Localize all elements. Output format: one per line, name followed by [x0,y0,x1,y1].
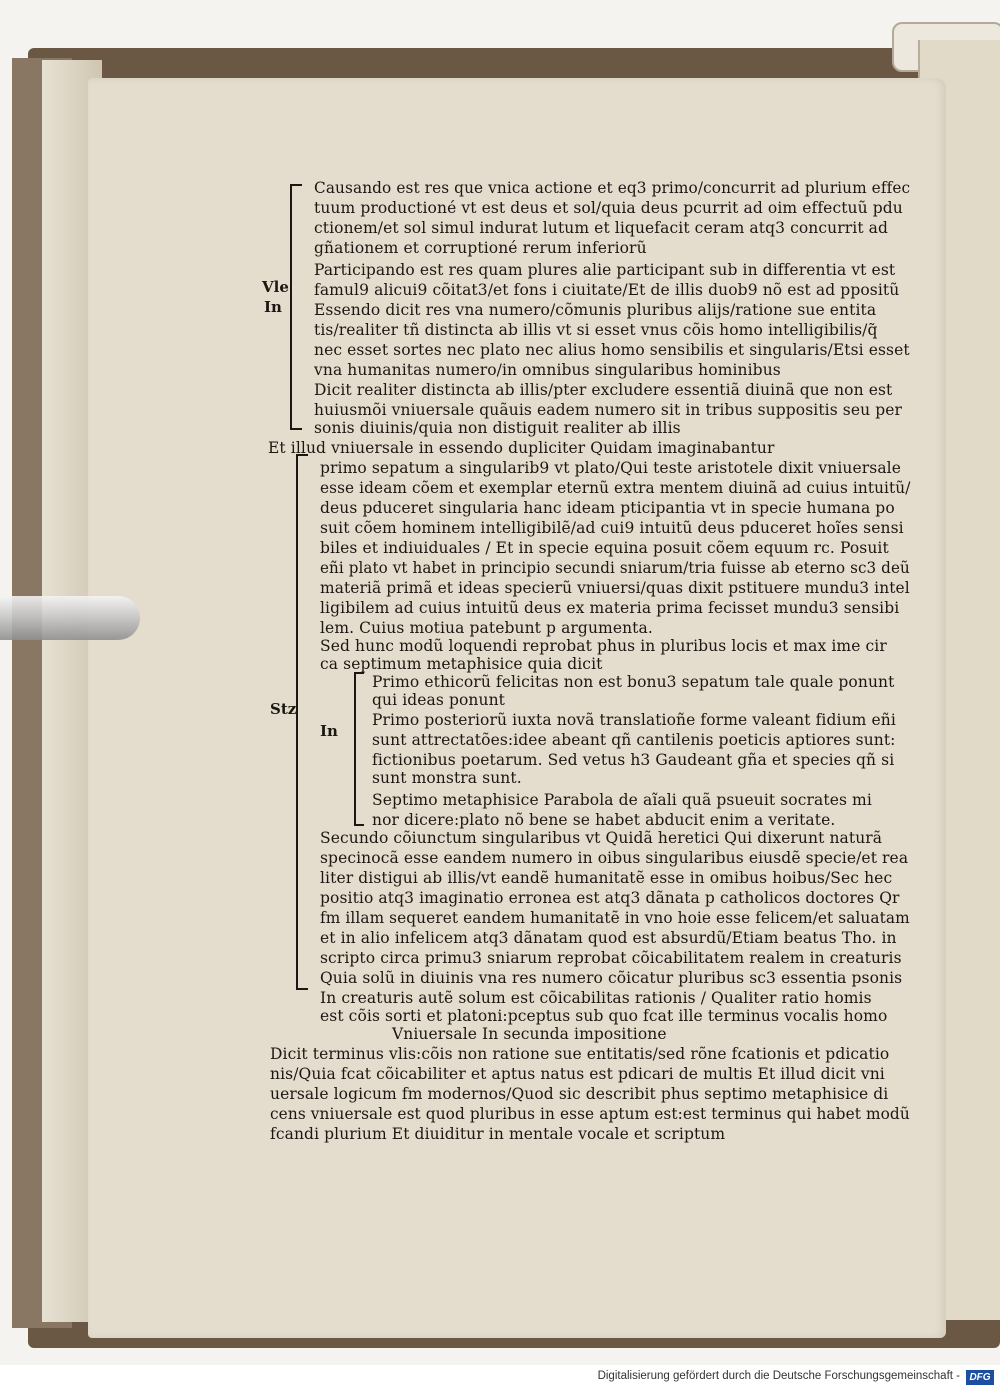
text-line: suit cõem hominem intelligibilẽ/ad cui9 intuitũ deus pduceret hoĩes sensi [320,519,904,537]
text-line: fm illam sequeret eandem humanitatẽ in vno hoie esse felicem/et saluatam [320,909,910,927]
text-line: uersale logicum fm modernos/Quod sic describit phus septimo metaphisice di [270,1085,889,1103]
text-line: Septimo metaphisice Parabola de aĩali quã psueuit socrates mi [372,791,872,809]
margin-mark-vle: Vle [262,278,289,296]
text-line: nis/Quia fcat cõicabiliter et aptus natus est pdicari de multis Et illud dicit vni [270,1065,885,1083]
text-line: deus pduceret singularia hanc ideam pticipantia vt in specie humana po [320,499,895,517]
text-line: specinocã esse eandem numero in oibus singularibus eiusdẽ specie/et rea [320,849,909,867]
text-line: In creaturis autẽ solum est cõicabilitas rationis / Qualiter ratio homis [320,989,872,1007]
text-line: est cõis sorti et platoni:pceptus sub quo fcat ille terminus vocalis homo [320,1007,888,1025]
text-line: et in alio infelicem atq3 dãnatam quod est absurdũ/Etiam beatus Tho. in [320,929,897,947]
text-line: fcandi plurium Et diuiditur in mentale vocale et scriptum [270,1125,726,1143]
text-line: materiã primã et ideas specierũ vniuersi/quas dixit pstituere mundu3 intel [320,579,910,597]
dfg-logo: DFG [966,1370,994,1385]
text-line: qui ideas ponunt [372,691,505,709]
text-line: nec esset sortes nec plato nec alius homo sensibilis et singularis/Etsi esset [314,341,910,359]
bracket-inner [354,672,364,826]
text-line: fictionibus poetarum. Sed vetus h3 Gaudeant gña et species qñ si [372,751,895,769]
bracket-outer-lower [296,454,308,990]
text-line: Participando est res quam plures alie participant sub in differentia vt est [314,261,896,279]
text-line: famul9 alicui9 cõitat3/et fons i ciuitate/Et de illis duob9 nõ est ad ppositũ [314,281,900,299]
text-line: Primo ethicorũ felicitas non est bonu3 sepatum tale quale ponunt [372,673,895,691]
margin-mark-in-2: In [320,722,338,740]
text-line: Sed hunc modũ loquendi reprobat phus in pluribus locis et max ime cir [320,637,887,655]
text-line: ca septimum metaphisice quia dicit [320,655,603,673]
text-line: gñationem et corruptioné rerum inferiorũ [314,239,647,257]
text-line: tuum productioné vt est deus et sol/quia deus pcurrit ad oim effectuũ pdu [314,199,903,217]
funding-credit: Digitalisierung gefördert durch die Deutsche Forschungsgemeinschaft - [597,1370,960,1382]
text-line: primo sepatum a singularib9 vt plato/Qui teste aristotele dixit vniuersale [320,459,901,477]
text-line: vna humanitas numero/in omnibus singularibus hominibus [314,361,781,379]
text-line: Et illud vniuersale in essendo dupliciter Quidam imaginabantur [268,439,775,457]
text-line: liter distigui ab illis/vt eandẽ humanitatẽ esse in omibus hoibus/Sec hec [320,869,893,887]
text-line: sunt attrectatões:idee abeant qñ cantilenis poeticis aptiores sunt: [372,731,896,749]
text-line: Causando est res que vnica actione et eq3 primo/concurrit ad plurium effec [314,179,911,197]
margin-mark-in-1: In [264,298,282,316]
text-line: nor dicere:plato nõ bene se habet abducit enim a veritate. [372,811,836,829]
text-line: ctionem/et sol simul indurat lutum et liquefacit ceram atq3 concurrit ad [314,219,889,237]
text-line: Quia solũ in diuinis vna res numero cõicatur pluribus sc3 essentia psonis [320,969,903,987]
text-line: sonis diuinis/quia non distiguit realiter ab illis [314,419,681,437]
text-line: eñi plato vt habet in principio secundi sniarum/tria fuisse ab eterno sc3 deũ [320,559,910,577]
text-line: Primo posteriorũ iuxta novã translatioñe forme valeant fidium eñi [372,711,896,729]
text-line: Vniuersale In secunda impositione [392,1025,667,1043]
text-line: Essendo dicit res vna numero/cõmunis pluribus alijs/ratione sue entita [314,301,877,319]
text-line: sunt monstra sunt. [372,769,522,787]
text-line: positio atq3 imaginatio erronea est atq3 dãnata p catholicos doctores Qr [320,889,900,907]
footer-bar [0,1365,1000,1391]
text-line: biles et indiuiduales / Et in specie equina posuit cõem equum rc. Posuit [320,539,889,557]
text-line: tis/realiter tñ distincta ab illis vt si esset vnus cõis homo intelligibilis/q̃ [314,321,878,339]
text-line: Dicit terminus vlis:cõis non ratione sue entitatis/sed rõne fcationis et pdicatio [270,1045,890,1063]
text-line: Secundo cõiunctum singularibus vt Quidã heretici Qui dixerunt naturã [320,829,883,847]
text-line: scripto circa primu3 sniarum reprobat cõicabilitatem realem in creaturis [320,949,902,967]
text-line: huiusmõi vniuersale quãuis eadem numero sit in tribus suppositis seu per [314,401,903,419]
text-line: ligibilem ad cuius intuitũ deus ex materia prima fecisset mundu3 sensibi [320,599,900,617]
text-line: lem. Cuius motiua patebunt p argumenta. [320,619,653,637]
text-line: esse ideam cõem et exemplar eternũ extra mentem diuinã ad cuius intuitũ/ [320,479,911,497]
bracket-outer-upper [290,184,302,430]
text-line: Dicit realiter distincta ab illis/pter excludere essentiã diuinã que non est [314,381,893,399]
margin-mark-stz: Stz [270,700,297,718]
text-line: cens vniuersale est quod pluribus in esse aptum est:est terminus qui habet modũ [270,1105,910,1123]
